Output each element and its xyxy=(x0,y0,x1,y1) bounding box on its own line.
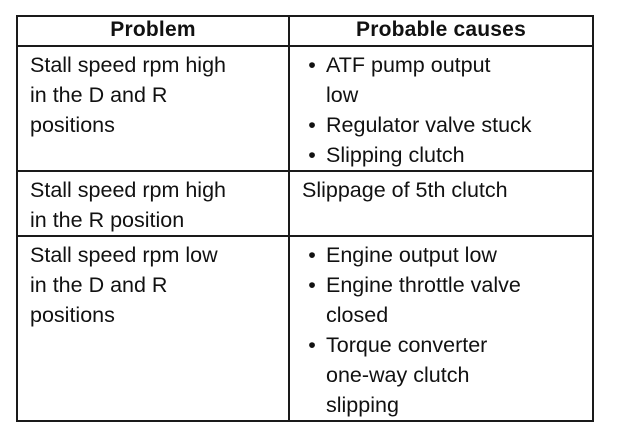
cause-line: low xyxy=(326,83,359,107)
header-probable-causes: Probable causes xyxy=(289,16,593,46)
cause-line: one-way clutch xyxy=(326,363,470,387)
cause-line: Slipping clutch xyxy=(326,143,465,167)
cause-line: closed xyxy=(326,303,389,327)
problem-line: in the R position xyxy=(30,208,185,232)
cause-line: Engine throttle valve xyxy=(326,273,521,297)
cause-line: Regulator valve stuck xyxy=(326,113,532,137)
cause-item xyxy=(302,110,586,140)
cause-item xyxy=(302,270,586,330)
cause-line: Engine output low xyxy=(326,243,497,267)
cause-item xyxy=(302,330,586,420)
table-row xyxy=(17,236,593,421)
cause-item xyxy=(302,140,586,170)
stall-test-table xyxy=(16,15,594,422)
bullet-icon: • xyxy=(308,143,316,167)
bullet-icon: • xyxy=(308,53,316,77)
problem-line: positions xyxy=(30,303,115,327)
problem-cell xyxy=(17,46,289,171)
bullet-icon: • xyxy=(308,273,316,297)
problem-line: in the D and R xyxy=(30,83,168,107)
problem-line: in the D and R xyxy=(30,273,168,297)
causes-list xyxy=(302,240,586,420)
table-row xyxy=(17,171,593,236)
causes-list xyxy=(302,50,586,170)
bullet-icon: • xyxy=(308,243,316,267)
causes-cell xyxy=(289,46,593,171)
bullet-icon: • xyxy=(308,333,316,357)
stall-test-table-container xyxy=(16,15,592,417)
cause-line: Slippage of 5th clutch xyxy=(302,178,508,202)
header-problem: Problem xyxy=(17,16,289,46)
cause-item xyxy=(302,240,586,270)
header-row xyxy=(17,16,593,46)
table-row xyxy=(17,46,593,171)
cause-line: Torque converter xyxy=(326,333,488,357)
bullet-icon: • xyxy=(308,113,316,137)
causes-cell xyxy=(289,171,593,236)
problem-line: Stall speed rpm high xyxy=(30,53,226,77)
cause-item xyxy=(302,50,586,110)
causes-cell xyxy=(289,236,593,421)
problem-line: Stall speed rpm high xyxy=(30,178,226,202)
problem-line: positions xyxy=(30,113,115,137)
cause-line: slipping xyxy=(326,393,399,417)
problem-cell xyxy=(17,171,289,236)
problem-line: Stall speed rpm low xyxy=(30,243,218,267)
cause-line: ATF pump output xyxy=(326,53,491,77)
problem-cell xyxy=(17,236,289,421)
